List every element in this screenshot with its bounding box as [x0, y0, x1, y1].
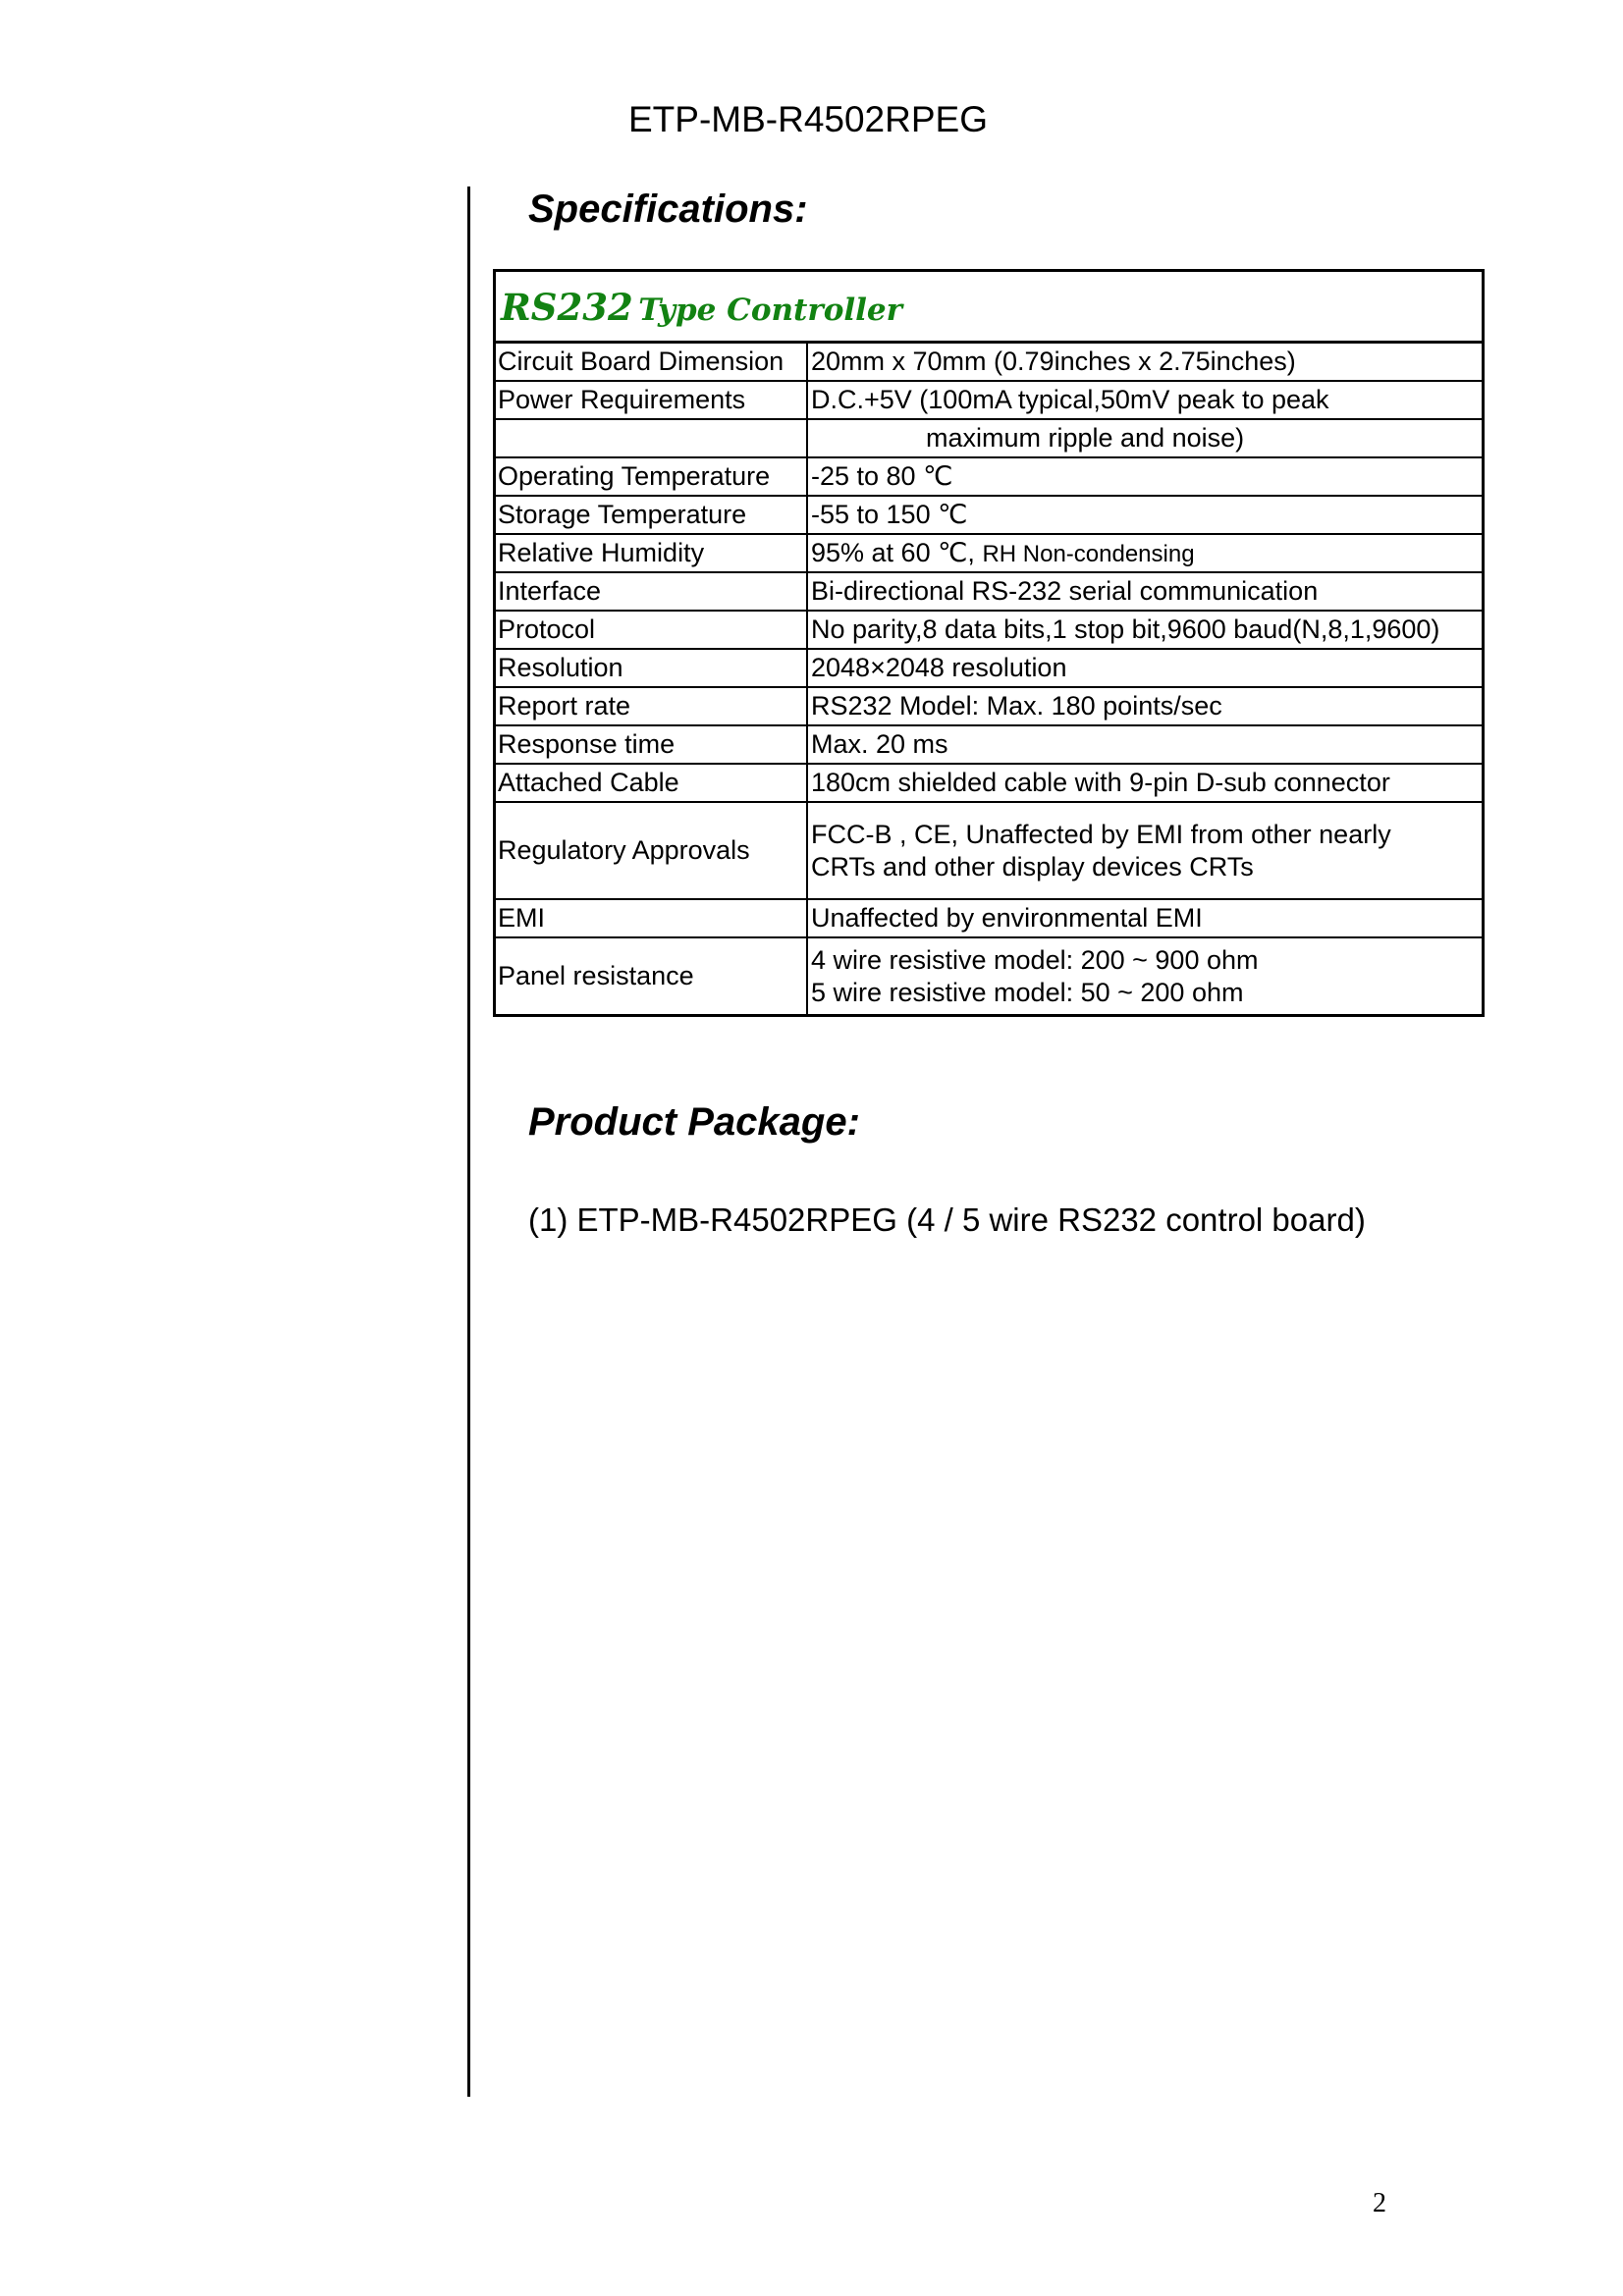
table-row	[496, 765, 1482, 803]
product-package-item: (1) ETP-MB-R4502RPEG (4 / 5 wire RS232 control board)	[528, 1201, 1366, 1238]
row-value: 180cm shielded cable with 9-pin D-sub connector	[811, 768, 1390, 797]
table-row	[496, 688, 1482, 726]
row-value-line: FCC-B , CE, Unaffected by EMI from other nearly	[811, 819, 1391, 849]
row-value-main: 95% at 60 ℃,	[811, 537, 975, 567]
row-label: Regulatory Approvals	[496, 803, 808, 898]
row-value	[808, 803, 1482, 898]
table-row	[496, 497, 1482, 535]
row-value	[808, 938, 1482, 1014]
table-row	[496, 344, 1482, 382]
row-value: Bi-directional RS-232 serial communication	[811, 576, 1319, 606]
table-row	[496, 726, 1482, 765]
table-row	[496, 420, 1482, 458]
table-row	[496, 458, 1482, 497]
table-row	[496, 612, 1482, 650]
row-value-line: 4 wire resistive model: 200 ~ 900 ohm	[811, 944, 1259, 975]
row-label: Storage Temperature	[496, 497, 808, 533]
row-value: Max. 20 ms	[811, 729, 948, 759]
page-number: 2	[1373, 2188, 1386, 2218]
row-label: Protocol	[496, 612, 808, 648]
row-label: Power Requirements	[496, 382, 808, 418]
row-label: Report rate	[496, 688, 808, 724]
row-label: Circuit Board Dimension	[496, 344, 808, 380]
row-label: Relative Humidity	[496, 535, 808, 571]
row-value-line: 5 wire resistive model: 50 ~ 200 ohm	[811, 977, 1244, 1007]
table-row	[496, 900, 1482, 938]
row-value: D.C.+5V (100mA typical,50mV peak to peak	[811, 385, 1329, 414]
row-label: Panel resistance	[496, 938, 808, 1014]
table-row	[496, 650, 1482, 688]
row-label: Attached Cable	[496, 765, 808, 801]
table-row	[496, 938, 1482, 1014]
row-value: Unaffected by environmental EMI	[811, 903, 1203, 933]
row-value: maximum ripple and noise)	[926, 423, 1245, 453]
row-label	[496, 420, 808, 456]
table-row	[496, 573, 1482, 612]
row-value: -55 to 150 ℃	[811, 500, 968, 529]
table-row	[496, 803, 1482, 900]
row-label: Operating Temperature	[496, 458, 808, 495]
vertical-rule	[467, 187, 470, 2097]
row-label: Resolution	[496, 650, 808, 686]
table-row	[496, 535, 1482, 573]
row-label: Response time	[496, 726, 808, 763]
row-value-line: CRTs and other display devices CRTs	[811, 851, 1254, 881]
row-value: 2048×2048 resolution	[811, 653, 1067, 682]
row-value: RS232 Model: Max. 180 points/sec	[811, 691, 1222, 721]
table-row	[496, 382, 1482, 420]
row-value-small: RH Non-condensing	[982, 540, 1195, 567]
product-package-heading: Product Package:	[528, 1100, 860, 1144]
table-caption-sub: Type Controller	[638, 293, 902, 328]
row-value: No parity,8 data bits,1 stop bit,9600 baud(N,8,1,9600)	[811, 614, 1440, 644]
table-caption-main: RS232	[501, 286, 633, 329]
row-value: 20mm x 70mm (0.79inches x 2.75inches)	[811, 347, 1296, 376]
row-value: -25 to 80 ℃	[811, 461, 953, 491]
row-value	[808, 535, 1482, 571]
page-title: ETP-MB-R4502RPEG	[628, 99, 988, 139]
row-label: EMI	[496, 900, 808, 936]
specifications-heading: Specifications:	[528, 187, 808, 231]
row-label: Interface	[496, 573, 808, 610]
table-caption	[496, 272, 1482, 344]
specifications-table	[493, 269, 1485, 1017]
